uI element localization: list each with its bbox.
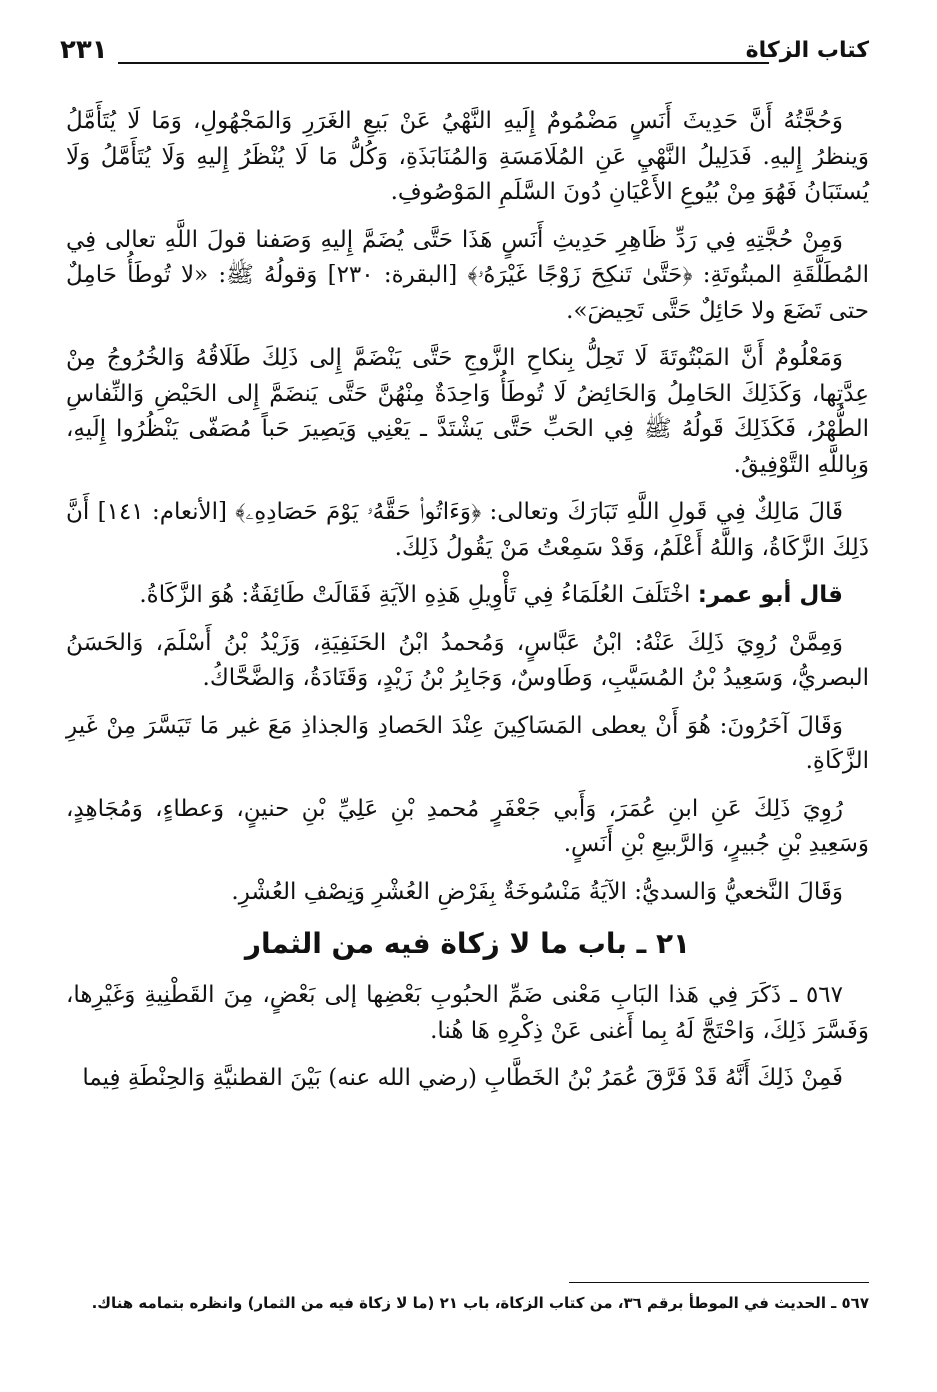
abu-omar-text: اخْتَلَفَ العُلَمَاءُ فِي تَأْوِيلِ هَذِهِ الآيَةِ فَقَالَتْ طَائِفَةٌ: هُوَ الزَّكَاةُ. bbox=[139, 582, 698, 608]
paragraph: ٥٦٧ ـ ذَكَرَ فِي هَذا البَابِ مَعْنى ضَمِّ الحبُوبِ بَعْضِها إلى بَعْضٍ، مِنَ القَطْنِيةِ وَغَيْرِها، وَفَسَّرَ ذَلِكَ، وَاحْتَجَّ لَهُ بِما أَغنى عَنْ ذِكْرِهِ هَا هُنا. bbox=[66, 982, 869, 1044]
footnote: ٥٦٧ ـ الحديث في الموطأ برقم ٣٦، من كتاب الزكاة، باب ٢١ (ما لا زكاة فيه من الثمار) وانظره بتمامه هناك. bbox=[91, 1294, 869, 1312]
paragraph: رُوِيَ ذَلِكَ عَنِ ابنِ عُمَرَ، وَأَبي جَعْفَرٍ مُحمدِ بْنِ عَلِيِّ بْنِ حنينٍ، وَعطاءٍ، وَمُجَاهِدٍ، وَسَعِيدِ بْنِ جُبيرٍ، وَالرَّبيعِ بْنِ أَنَسٍ. bbox=[66, 795, 869, 857]
running-title: كتاب الزكاة bbox=[745, 38, 869, 63]
paragraph: وَحُجَّتُهُ أَنَّ حَدِيثَ أَنَسٍ مَضْمُومٌ إِلَيهِ النَّهْيُ عَنْ بَيعِ الغَرَرِ وَالمَجْهُولِ، وَمَا لَا يُتَأَمَّلُ وَينظرُ إِليهِ. فَدَلِيلُ النَّهْيِ عَنِ المُلَامَسَةِ وَالمُنَابَذَةِ، وَكُلُّ مَا لَا يُنْظَرُ إِليهِ وَلَا يُتَأَمَّلُ وَلَا يُستَبَانُ فَهُوَ مِنْ بُيُوعِ الأَعْيَانِ دُونَ السَّلَمِ المَوْصُوفِ. bbox=[66, 108, 869, 205]
main-text bbox=[66, 104, 869, 1109]
page-header bbox=[60, 32, 869, 72]
paragraph: وَمِنْ حُجَّتِهِ فِي رَدِّ ظَاهِرِ حَدِيثِ أَنَسٍ هَذَا حَتَّى يُضَمَّ إِليهِ وَصَفنا قولَ اللَّهِ تعالى فِي المُطَلَّقَةِ المبتُوتَةِ: ﴿حَتَّىٰ تَنكِحَ زَوْجًا غَيْرَهُۥ﴾ [البقرة: ٢٣٠] وَقولُهُ ﷺ: «لا تُوطَأُ حَامِلٌ حتى تَضَعَ ولا حَائِلٌ حَتَّى تَحِيضَ». bbox=[66, 226, 869, 324]
page-number: ٢٣١ bbox=[60, 35, 108, 65]
abu-omar-paragraph bbox=[66, 578, 869, 614]
section-heading: ٢١ ـ باب ما لا زكاة فيه من الثمار bbox=[244, 927, 691, 960]
paragraph: وَمِمَّنْ رُوِيَ ذَلِكَ عَنْهُ: ابْنُ عَبَّاسٍ، وَمُحمدُ ابْنُ الحَنَفِيَةِ، وَزَيْدُ بْنُ أَسْلَمَ، وَالحَسَنُ البصريُّ، وَسَعِيدُ بْنُ المُسَيَّبِ، وَطَاوسٌ، وَجَابِرُ بْنُ زَيْدٍ، وَقَتَادَةُ، وَالضَّحَّاكُ. bbox=[66, 629, 869, 691]
footnote-separator bbox=[569, 1282, 869, 1283]
header-rule bbox=[118, 62, 769, 64]
paragraph: قَالَ مَالِكٌ فِي قَولِ اللَّهِ تَبَارَكَ وتعالى: ﴿وَءَاتُوا۟ حَقَّهُۥ يَوْمَ حَصَادِهِۦ﴾ [الأنعام: ١٤١] أَنَّ ذَلِكَ الزَّكَاةُ، وَاللَّهُ أَعْلَمُ، وَقَدْ سَمِعْتُ مَنْ يَقُولُ ذَلِكَ. bbox=[66, 499, 869, 561]
paragraph: فَمِنْ ذَلِكَ أَنَّهُ قَدْ فَرَّقَ عُمَرُ بْنُ الخَطَّابِ (رضي الله عنه) بَيْنَ القطنيَّةِ وَالحِنْطَةِ فِيما bbox=[82, 1065, 843, 1091]
paragraph: وَمَعْلُومٌ أَنَّ المَبْتُوتَةَ لَا تَحِلُّ بِنكاحِ الزَّوجِ حَتَّى يَنْضَمَّ إِلى ذَلِكَ طَلَاقُهُ وَالخُرُوجُ مِنْ عِدَّتِها، وَكَذَلِكَ الحَامِلُ وَالحَائِضُ لَا تُوطَأُ وَاحِدَةٌ مِنْهُنَّ حَتَّى يَنضَمَّ إِلى الحَيْضِ وَالنِّفاسِ الطُّهْرُ، فَكَذَلِكَ قَولُهُ ﷺ فِي الحَبِّ حَتَّى يَشْتَدَّ ـ يَعْنِي وَيَصِيرَ حَباً مُصَفّى يَنْظُرُوا إِلَيهِ، وَبِاللَّهِ التَّوْفِيقُ. bbox=[66, 345, 869, 478]
paragraph: وَقَالَ النَّخعيُّ وَالسديُّ: الآيَةُ مَنْسُوخَةٌ بِفَرْضِ العُشْرِ وَنِصْفِ العُشْرِ. bbox=[231, 878, 843, 905]
speaker-label: قال أبو عمر: bbox=[697, 582, 843, 608]
paragraph: وَقَالَ آخَرُونَ: هُوَ أَنْ يعطى المَسَاكِينَ عِنْدَ الحَصادِ وَالجذاذِ مَعَ غير مَا تَيَسَّرَ مِنْ غَيرِ الزَّكَاةِ. bbox=[66, 712, 869, 774]
